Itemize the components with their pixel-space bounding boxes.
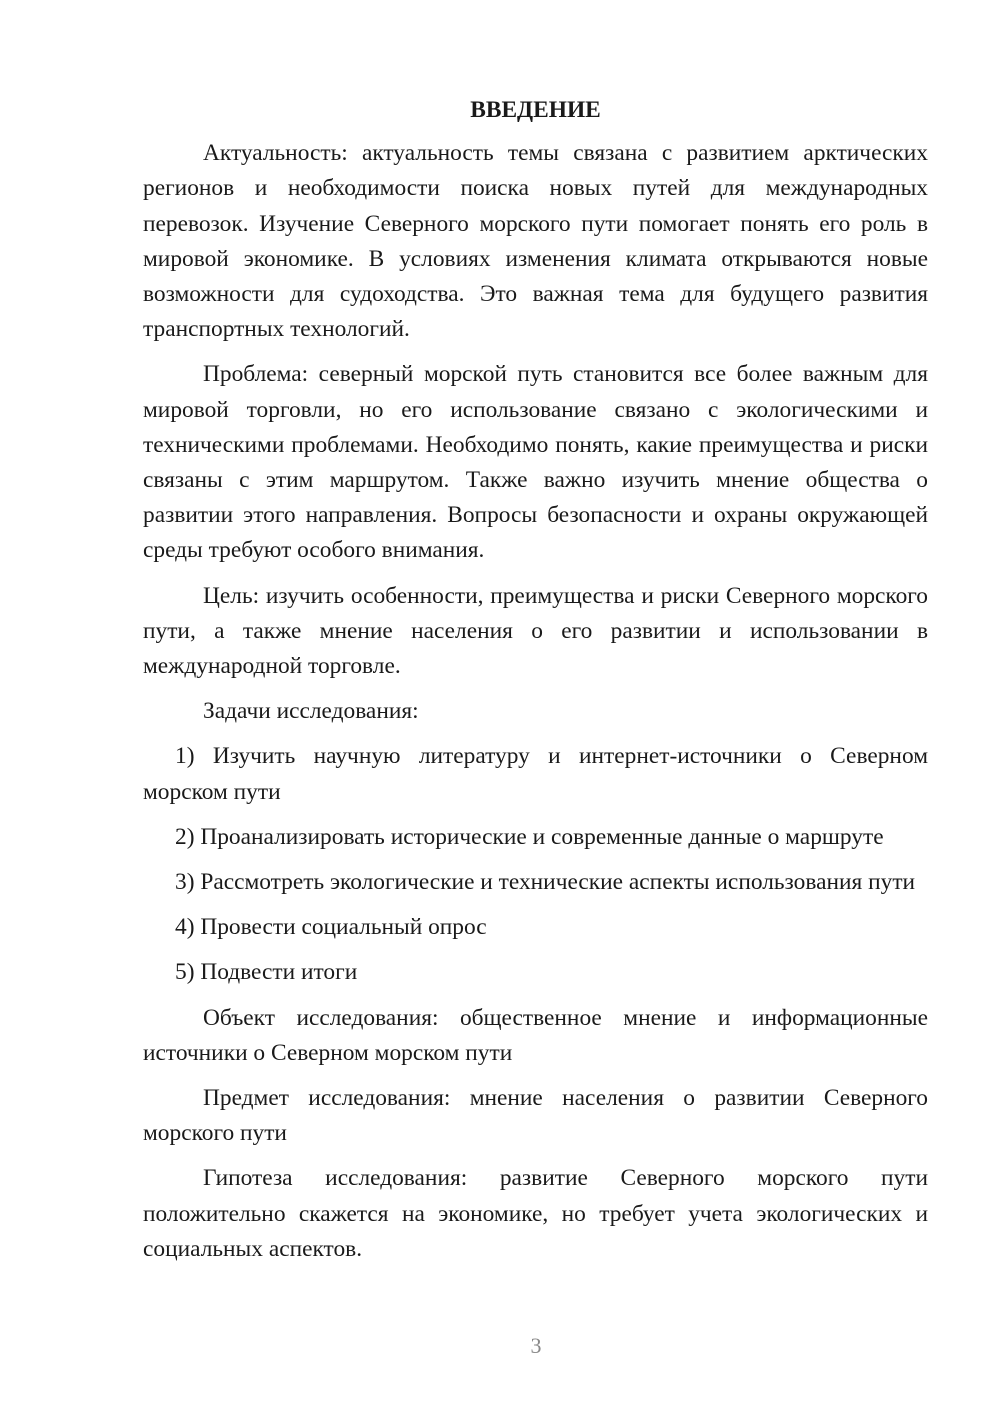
page-number: 3: [530, 1333, 542, 1358]
task-item-1: 1) Изучить научную литературу и интернет-источники о Северном морском пути: [143, 743, 928, 805]
task-item-2: 2) Проанализировать исторические и современные данные о маршруте: [175, 823, 884, 850]
goal-paragraph: Цель: изучить особенности, преимущества и риски Северного морского пути, а также мнение населения о его развитии и использовании в международной торговле.: [143, 582, 928, 680]
object-paragraph: Объект исследования: общественное мнение и информационные источники о Северном морском пути: [143, 1004, 928, 1066]
task-item-4: 4) Провести социальный опрос: [175, 914, 487, 941]
hypothesis-paragraph: Гипотеза исследования: развитие Северного морского пути положительно скажется на экономике, но требует учета экологических и социальных аспектов.: [143, 1165, 928, 1262]
section-title: ВВЕДЕНИЕ: [470, 97, 601, 123]
tasks-heading: Задачи исследования:: [203, 698, 419, 725]
relevance-paragraph: Актуальность: актуальность темы связана с развитием арктических регионов и необходимости поиска новых путей для международных перевозок. Изучение Северного морского пути помогает понять его роль в мировой экономике. В условиях изменения климата открываются новые возможности для судоходства. Это важная тема для будущего развития транспортных технологий.: [143, 140, 928, 343]
problem-paragraph: Проблема: северный морской путь становится все более важным для мировой торговли, но его использование связано с экологическими и техническими проблемами. Необходимо понять, какие преимущества и риски связаны с этим маршрутом. Также важно изучить мнение общества о развитии этого направления. Вопросы безопасности и охраны окружающей среды требуют особого внимания.: [143, 361, 928, 564]
task-item-3: 3) Рассмотреть экологические и технические аспекты использования пути: [175, 869, 916, 896]
task-item-5: 5) Подвести итоги: [175, 959, 358, 986]
page-content: [143, 93, 928, 1277]
subject-paragraph: Предмет исследования: мнение населения о развитии Северного морского пути: [143, 1085, 928, 1147]
